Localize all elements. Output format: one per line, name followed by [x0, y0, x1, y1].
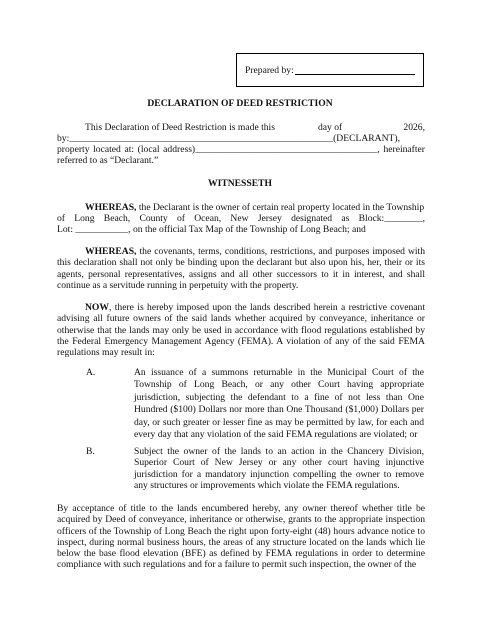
item-b-letter: B.: [86, 446, 95, 457]
prepared-by-box: [236, 53, 424, 87]
whereas1-line-1: WHEREAS, the Declarant is the owner of certain real property located in the Township: [85, 202, 425, 213]
item-a-letter: A.: [86, 367, 96, 378]
whereas2-paragraph: WHEREAS, the covenants, terms, conditions, restrictions, and purposes imposed with this declaration shall not only be binding upon the declarant but also upon his, her, their or its agents, personal representatives, assigns and all other successors to it in interest, and shall continue as a servitude running in perpetuity with the property.: [57, 246, 425, 291]
whereas1-line-2: of Long Beach, County of Ocean, New Jersey designated as Block:________,: [57, 213, 425, 224]
prepared-by-blank: [295, 74, 415, 75]
intro-line-3: property located at: (local address)______________________________________, hereinafter: [57, 144, 425, 155]
intro-line-2: by:_______________________________________________________(DECLARANT),: [57, 133, 400, 144]
whereas1-line-3: Lot: ___________, on the official Tax Map of the Township of Long Beach; and: [57, 224, 366, 235]
document-page: Prepared by: DECLARATION OF DEED RESTRICTION This Declaration of Deed Restriction is made this day of 2026, by:_______________________________________________________(DECLARANT), property located at: (local address)______________________________________, hereinafter referred to as “Declarant.” WITNESSETH WHEREAS, the Declarant is the owner of certain real property located in the Township of Long Beach, County of Ocean, New Jersey designated as Block:________, Lot: ___________, on the official Tax Map of the Township of Long Beach; and WHEREAS, the covenants, terms, conditions, restrictions, and purposes imposed with this declaration shall not only be binding upon the declarant but also upon his, her, their or its agents, personal representatives, assigns and all other successors to it in interest, and shall continue as a servitude running in perpetuity with the property. NOW, there is hereby imposed upon the lands described herein a restrictive covenant advising all future owners of the said lands whether acquired by conveyance, inheritance or otherwise that the lands may only be used in accordance with flood regulations established by the Federal Emergency Management Agency (FEMA). A violation of any of the said FEMA regulations may result in: A. An issuance of a summons returnable in the Municipal Court of the Township of Long Beach, or any other Court having appropriate jurisdiction, subjecting the defendant to a fine of not less than One Hundred ($100) Dollars nor more than One Thousand ($1,000) Dollars per day, or such greater or lesser fine as may be permitted by law, for each and every day that any violation of the said FEMA regulations are violated; or B. Subject the owner of the lands to an action in the Chancery Division, Superior Court of New Jersey or any other court having injunctive jurisdiction for a mandatory injunction compelling the owner to remove any structures or improvements which violate the FEMA regulations. By acceptance of title to the lands encumbered hereby, any owner thereof whether title be acquired by Deed of conveyance, inheritance or otherwise, grants to the appropriate inspection officers of the Township of Long Beach the right upon forty-eight (48) hours advance notice to inspect, during normal business hours, the areas of any structure located on the lands which lie below the base flood elevation (BFE) as defined by FEMA regulations in order to determine compliance with such regulations and for a failure to permit such inspection, the owner of the: [0, 0, 480, 622]
now-paragraph: NOW, there is hereby imposed upon the lands described herein a restrictive covenant advising all future owners of the said lands whether acquired by conveyance, inheritance or otherwise that the lands may only be used in accordance with flood regulations established by the Federal Emergency Management Agency (FEMA). A violation of any of the said FEMA regulations may result in:: [57, 302, 425, 359]
document-title: DECLARATION OF DEED RESTRICTION: [147, 98, 333, 109]
item-a-text: An issuance of a summons returnable in the Municipal Court of the Township of Long Beach, or any other Court having appropriate jurisdiction, subjecting the defendant to a fine of not less than One Hundred ($100) Dollars nor more than One Thousand ($1,000) Dollars per day, or such greater or lesser fine as may be permitted by law, for each and every day that any violation of the said FEMA regulations are violated; or: [134, 367, 424, 441]
prepared-by-label: Prepared by:: [245, 65, 294, 76]
intro-line-4: referred to as “Declarant.”: [57, 155, 159, 166]
witnesseth-heading: WITNESSETH: [208, 178, 272, 189]
item-b-text: Subject the owner of the lands to an action in the Chancery Division, Superior Court of New Jersey or any other court having injunctive jurisdiction for a mandatory injunction compelling the owner to remove any structures or improvements which violate the FEMA regulations.: [134, 446, 424, 491]
acceptance-paragraph: By acceptance of title to the lands encumbered hereby, any owner thereof whether title be acquired by Deed of conveyance, inheritance or otherwise, grants to the appropriate inspection officers of the Township of Long Beach the right upon forty-eight (48) hours advance notice to inspect, during normal business hours, the areas of any structure located on the lands which lie below the base flood elevation (BFE) as defined by FEMA regulations in order to determine compliance with such regulations and for a failure to permit such inspection, the owner of the: [57, 503, 425, 571]
